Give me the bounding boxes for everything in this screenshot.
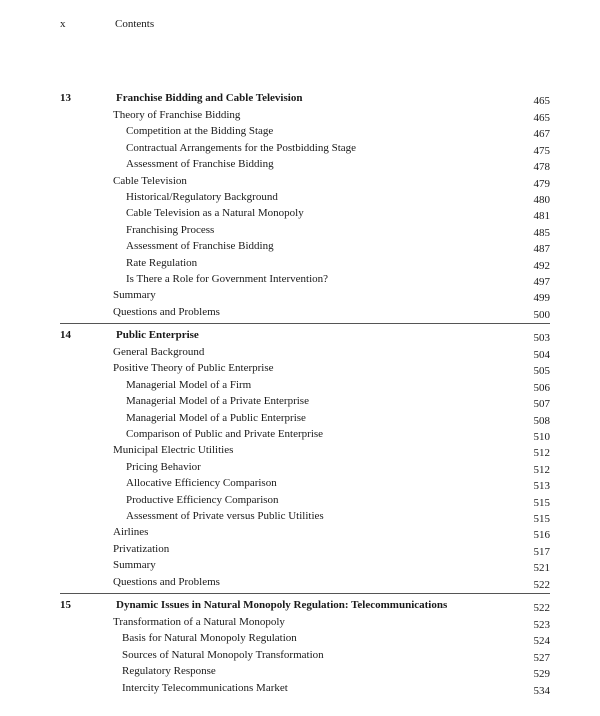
page-number: 508 <box>533 414 550 427</box>
toc-entry-label: Pricing Behavior <box>126 460 201 473</box>
toc-entry-label: Assessment of Private versus Public Utilities <box>126 509 324 522</box>
toc-entry-label: Municipal Electric Utilities <box>113 444 234 457</box>
running-title: Contents <box>115 18 155 30</box>
page-number: 517 <box>533 545 550 558</box>
chapter-15 <box>0 593 600 696</box>
page-number: 480 <box>533 193 550 206</box>
toc-entry-label: Sources of Natural Monopoly Transformation <box>122 648 324 661</box>
page-number: 524 <box>533 635 550 648</box>
toc-entry <box>0 140 600 156</box>
chapter-number: 13 <box>60 92 71 104</box>
toc-entry <box>0 410 600 426</box>
toc-entry <box>0 663 600 679</box>
page-number: 499 <box>533 292 550 305</box>
page-number: 475 <box>533 144 550 157</box>
toc-entry-label: Questions and Problems <box>113 575 220 588</box>
toc-entry <box>0 426 600 442</box>
toc-entry <box>0 360 600 376</box>
toc-entry-label: General Background <box>113 346 205 359</box>
page-number: 492 <box>533 259 550 272</box>
page-number: 529 <box>533 668 550 681</box>
toc-entry-label: Transformation of a Natural Monopoly <box>113 615 285 628</box>
toc-entry <box>0 630 600 646</box>
page-number: 521 <box>533 562 550 575</box>
toc-entry <box>0 508 600 524</box>
toc-entry <box>0 475 600 491</box>
page-number: 522 <box>533 601 550 614</box>
page-number: 465 <box>533 112 550 124</box>
page-number: 512 <box>533 463 550 476</box>
toc-entry <box>0 107 600 123</box>
toc-entry-label: Managerial Model of a Public Enterprise <box>126 411 306 424</box>
toc-entry <box>0 459 600 475</box>
toc-entry-label: Managerial Model of a Firm <box>126 378 252 391</box>
toc-entry <box>0 680 600 696</box>
page-folio: x <box>60 18 66 30</box>
toc-entry <box>0 304 600 320</box>
page-number: 504 <box>533 349 550 362</box>
toc-entry-label: Rate Regulation <box>126 256 198 269</box>
toc-entry <box>0 189 600 205</box>
toc-entry <box>0 156 600 172</box>
toc-entry-label: Summary <box>113 559 156 572</box>
toc-entry-label: Cable Television as a Natural Monopoly <box>126 207 304 220</box>
page-number: 503 <box>533 332 550 345</box>
toc-entry-label: Managerial Model of a Private Enterprise <box>126 395 309 408</box>
page-number: 487 <box>533 243 550 256</box>
page-number: 512 <box>533 447 550 460</box>
toc-entry <box>0 205 600 221</box>
page-number: 505 <box>533 365 550 378</box>
toc-entry <box>0 393 600 409</box>
chapter-title: Franchise Bidding and Cable Television <box>116 92 303 104</box>
toc-entry-label: Assessment of Franchise Bidding <box>126 158 274 171</box>
page-number: 497 <box>533 275 550 288</box>
page-number: 515 <box>533 512 550 525</box>
toc-entry-label: Positive Theory of Public Enterprise <box>113 362 274 375</box>
chapter-title: Dynamic Issues in Natural Monopoly Regulation: Telecommunications <box>116 598 448 611</box>
toc-entry <box>0 524 600 540</box>
page-number: 516 <box>533 529 550 542</box>
toc-entry-label: Franchising Process <box>126 223 215 236</box>
page-number: 513 <box>533 480 550 493</box>
page-number: 507 <box>533 398 550 411</box>
toc-entry-label: Cable Television <box>113 174 187 187</box>
page-number: 534 <box>533 684 550 697</box>
chapter-heading <box>0 597 600 614</box>
toc-entry-label: Summary <box>113 289 156 302</box>
toc-entry <box>0 442 600 458</box>
toc-entry <box>0 271 600 287</box>
toc-entry-label: Airlines <box>113 526 149 539</box>
toc-entry <box>0 574 600 590</box>
page-number: 485 <box>533 226 550 239</box>
chapter-14 <box>0 323 600 590</box>
toc-entry <box>0 287 600 303</box>
page-number: 522 <box>533 578 550 591</box>
toc-entry-label: Is There a Role for Government Intervention? <box>126 272 329 285</box>
page-number: 467 <box>533 128 550 141</box>
page-number: 479 <box>533 177 550 190</box>
toc-entry <box>0 123 600 139</box>
chapter-heading <box>0 327 600 344</box>
toc-entry-label: Questions and Problems <box>113 305 220 318</box>
toc-entry-label: Contractual Arrangements for the Postbidding Stage <box>126 141 357 154</box>
page-number: 515 <box>533 496 550 509</box>
toc-entry <box>0 173 600 189</box>
toc-entry-label: Theory of Franchise Bidding <box>113 109 241 121</box>
page-number: 523 <box>533 618 550 631</box>
chapter-number: 15 <box>60 598 71 611</box>
chapter-13 <box>0 90 600 320</box>
page-number: 481 <box>533 210 550 223</box>
toc-entry-label: Privatization <box>113 542 170 555</box>
chapter-number: 14 <box>60 329 71 342</box>
table-of-contents <box>0 90 600 696</box>
toc-entry-label: Regulatory Response <box>122 665 216 678</box>
toc-entry <box>0 541 600 557</box>
toc-entry-label: Assessment of Franchise Bidding <box>126 240 274 253</box>
page-header <box>0 18 600 34</box>
toc-entry <box>0 344 600 360</box>
toc-entry <box>0 222 600 238</box>
toc-entry-label: Productive Efficiency Comparison <box>126 493 279 506</box>
toc-entry <box>0 492 600 508</box>
toc-entry-label: Intercity Telecommunications Market <box>122 681 288 694</box>
toc-entry <box>0 614 600 630</box>
toc-entry <box>0 377 600 393</box>
toc-entry <box>0 557 600 573</box>
toc-entry-label: Allocative Efficiency Comparison <box>126 477 277 490</box>
toc-entry <box>0 255 600 271</box>
page-number: 527 <box>533 651 550 664</box>
page-number: 500 <box>533 308 550 321</box>
toc-entry-label: Basis for Natural Monopoly Regulation <box>122 632 297 645</box>
toc-entry <box>0 238 600 254</box>
page-number: 510 <box>533 431 550 444</box>
page-number: 506 <box>533 381 550 394</box>
toc-entry-label: Competition at the Bidding Stage <box>126 125 274 138</box>
page-number: 465 <box>533 95 550 107</box>
chapter-title: Public Enterprise <box>116 329 199 342</box>
toc-entry <box>0 647 600 663</box>
toc-entry-label: Comparison of Public and Private Enterprise <box>126 428 324 441</box>
page-number: 478 <box>533 161 550 174</box>
chapter-heading <box>0 90 600 107</box>
toc-entry-label: Historical/Regulatory Background <box>126 190 278 203</box>
